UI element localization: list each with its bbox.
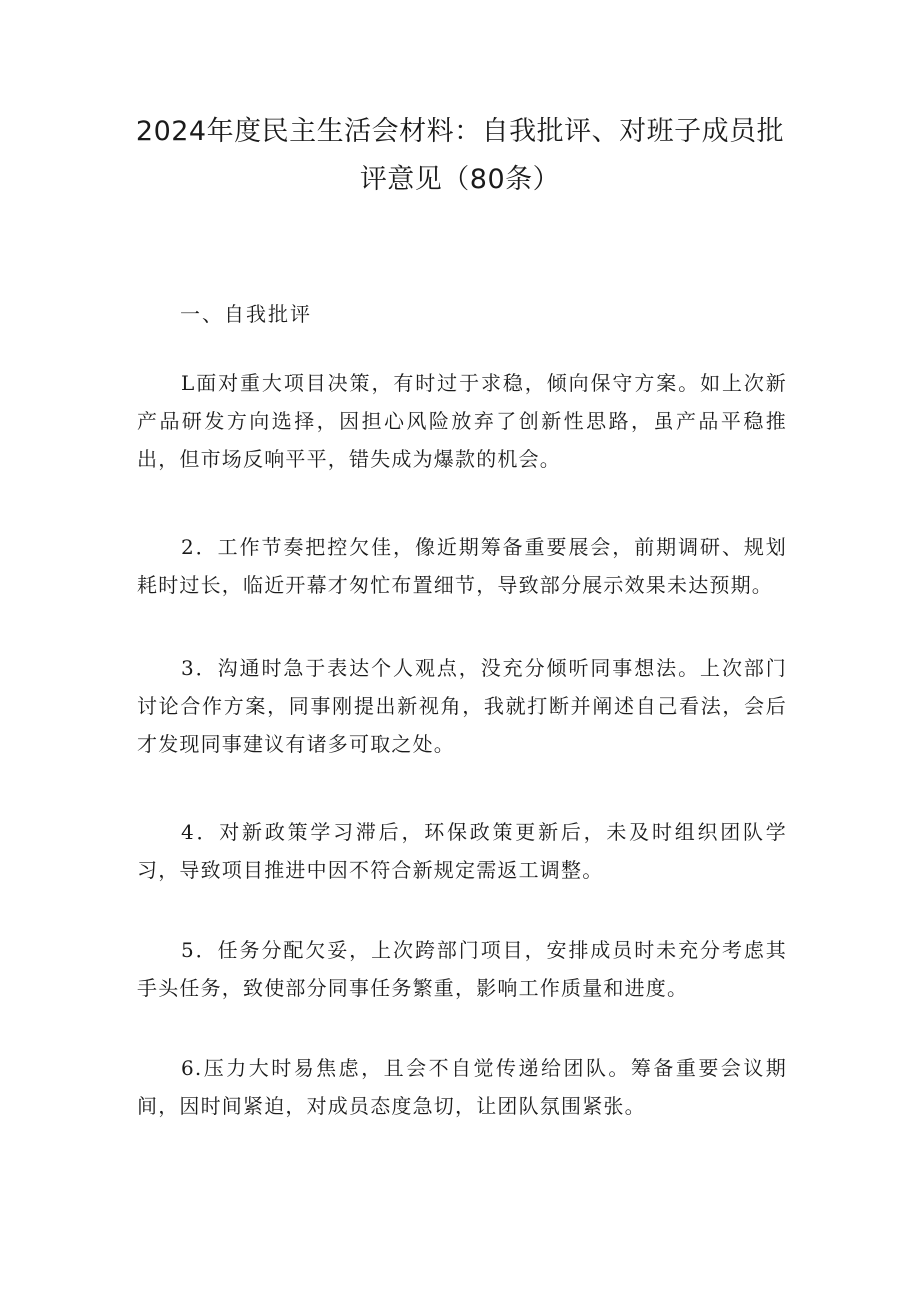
paragraph-item-5: 5．任务分配欠妥，上次跨部门项目，安排成员时未充分考虑其手头任务，致使部分同事任务繁重，影响工作质量和进度。 xyxy=(137,938,787,1000)
paragraph-item-1: L面对重大项目决策，有时过于求稳，倾向保守方案。如上次新产品研发方向选择，因担心风险放弃了创新性思路，虽产品平稳推出，但市场反响平平，错失成为爆款的机会。 xyxy=(137,371,787,471)
paragraph-item-4: 4．对新政策学习滞后，环保政策更新后，未及时组织团队学习，导致项目推进中因不符合新规定需返工调整。 xyxy=(137,820,787,882)
document-title-line-2: 评意见（80条） xyxy=(359,164,561,195)
document-title-line-1: 2024年度民主生活会材料：自我批评、对班子成员批 xyxy=(135,116,785,147)
paragraph-item-3: 3．沟通时急于表达个人观点，没充分倾听同事想法。上次部门讨论合作方案，同事刚提出新视角，我就打断并阐述自己看法，会后才发现同事建议有诸多可取之处。 xyxy=(137,656,787,756)
paragraph-item-2: 2．工作节奏把控欠佳，像近期筹备重要展会，前期调研、规划耗时过长，临近开幕才匆忙布置细节，导致部分展示效果未达预期。 xyxy=(137,535,787,597)
paragraph-item-6: 6.压力大时易焦虑，且会不自觉传递给团队。筹备重要会议期间，因时间紧迫，对成员态度急切，让团队氛围紧张。 xyxy=(137,1056,787,1118)
document-title xyxy=(130,108,790,204)
section-heading-self-criticism: 一、自我批评 xyxy=(180,302,312,326)
